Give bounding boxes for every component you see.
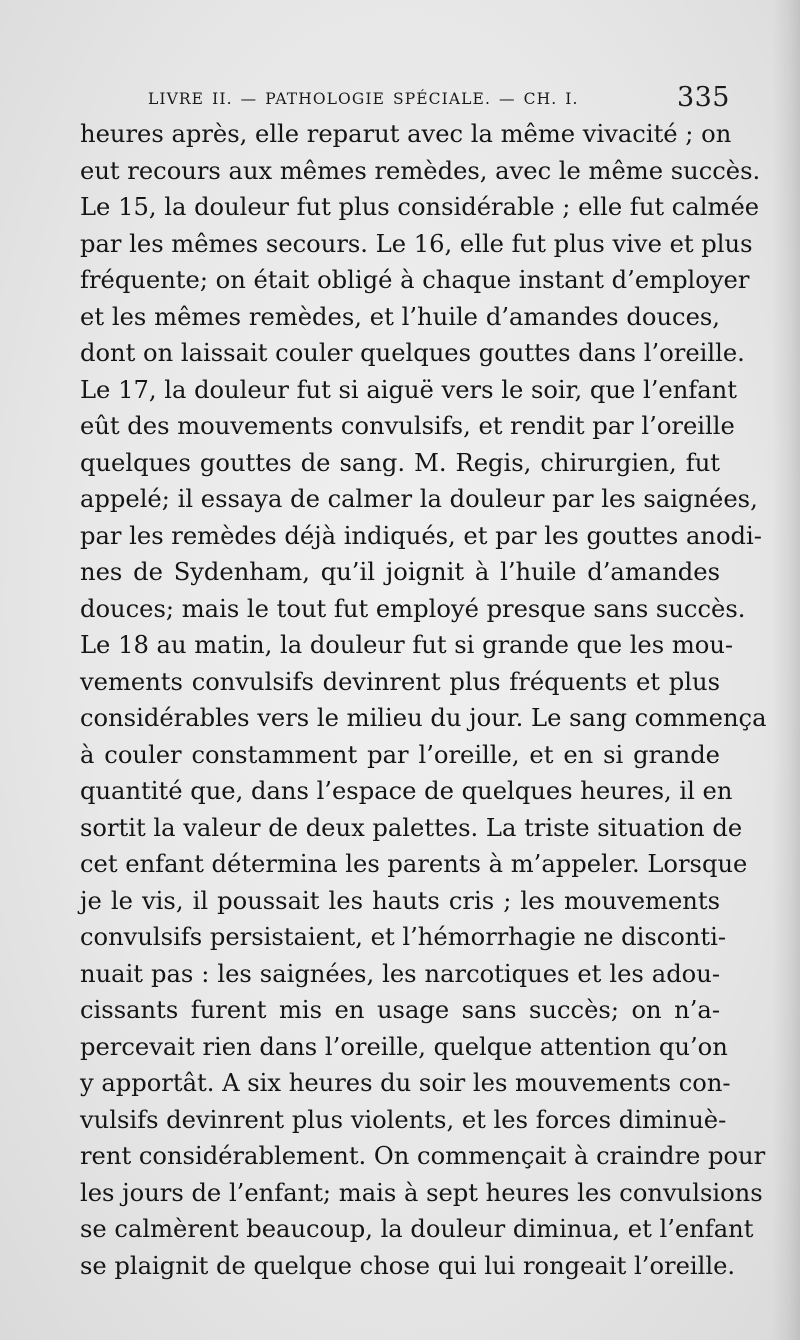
page-edge-shadow <box>772 0 800 1340</box>
text-line: convulsifs persistaient, et l’hémorrhagie ne disconti- <box>80 923 727 951</box>
text-line: rent considérablement. On commençait à craindre pour <box>80 1142 766 1170</box>
text-line: douces; mais le tout fut employé presque sans succès. <box>80 594 746 623</box>
text-line: cet enfant détermina les parents à m’appeler. Lorsque <box>80 850 748 878</box>
text-line: eût des mouvements convulsifs, et rendit par l’oreille <box>80 412 735 440</box>
text-line: fréquente; on était obligé à chaque instant d’employer <box>80 266 750 294</box>
text-line: quantité que, dans l’espace de quelques heures, il en <box>80 777 733 805</box>
text-line: par les remèdes déjà indiqués, et par les gouttes anodi- <box>80 521 762 550</box>
text-line: se calmèrent beaucoup, la douleur diminua, et l’enfant <box>80 1215 754 1243</box>
text-line: je le vis, il poussait les hauts cris ; les mouvements <box>80 886 720 915</box>
text-line: nes de Sydenham, qu’il joignit à l’huile d’amandes <box>80 558 720 586</box>
text-line: sortit la valeur de deux palettes. La triste situation de <box>80 813 743 842</box>
text-line: les jours de l’enfant; mais à sept heures les convulsions <box>80 1178 763 1207</box>
text-line: cissants furent mis en usage sans succès; on n’a- <box>80 996 720 1024</box>
text-line: vulsifs devinrent plus violents, et les forces diminuè- <box>80 1105 727 1134</box>
text-line: dont on laissait couler quelques gouttes dans l’oreille. <box>80 339 745 367</box>
text-line: se plaignit de quelque chose qui lui rongeait l’oreille. <box>80 1251 736 1280</box>
text-line: par les mêmes secours. Le 16, elle fut plus vive et plus <box>80 229 753 258</box>
running-header <box>148 82 730 118</box>
text-line: quelques gouttes de sang. M. Regis, chirurgien, fut <box>80 448 720 477</box>
text-line: eut recours aux mêmes remèdes, avec le même succès. <box>80 156 761 185</box>
text-line: vements convulsifs devinrent plus fréquents et plus <box>80 667 720 696</box>
text-line: considérables vers le milieu du jour. Le sang commença <box>80 704 767 732</box>
body-text <box>80 116 767 1284</box>
running-title: LIVRE II. — PATHOLOGIE SPÉCIALE. — CH. I. <box>148 90 579 108</box>
text-line: et les mêmes remèdes, et l’huile d’amandes douces, <box>80 302 720 331</box>
text-line: y apportât. A six heures du soir les mouvements con- <box>80 1069 731 1097</box>
page-number: 335 <box>676 82 730 113</box>
text-line: à couler constamment par l’oreille, et en si grande <box>80 740 720 769</box>
text-line: Le 17, la douleur fut si aiguë vers le soir, que l’enfant <box>80 375 737 404</box>
text-line: Le 18 au matin, la douleur fut si grande que les mou- <box>80 631 734 659</box>
text-line: Le 15, la douleur fut plus considérable ; elle fut calmée <box>80 193 760 221</box>
text-line: appelé; il essaya de calmer la douleur par les saignées, <box>80 485 758 513</box>
text-line: heures après, elle reparut avec la même vivacité ; on <box>80 120 732 148</box>
text-line: percevait rien dans l’oreille, quelque attention qu’on <box>80 1032 728 1061</box>
text-line: nuait pas : les saignées, les narcotiques et les adou- <box>80 959 720 988</box>
